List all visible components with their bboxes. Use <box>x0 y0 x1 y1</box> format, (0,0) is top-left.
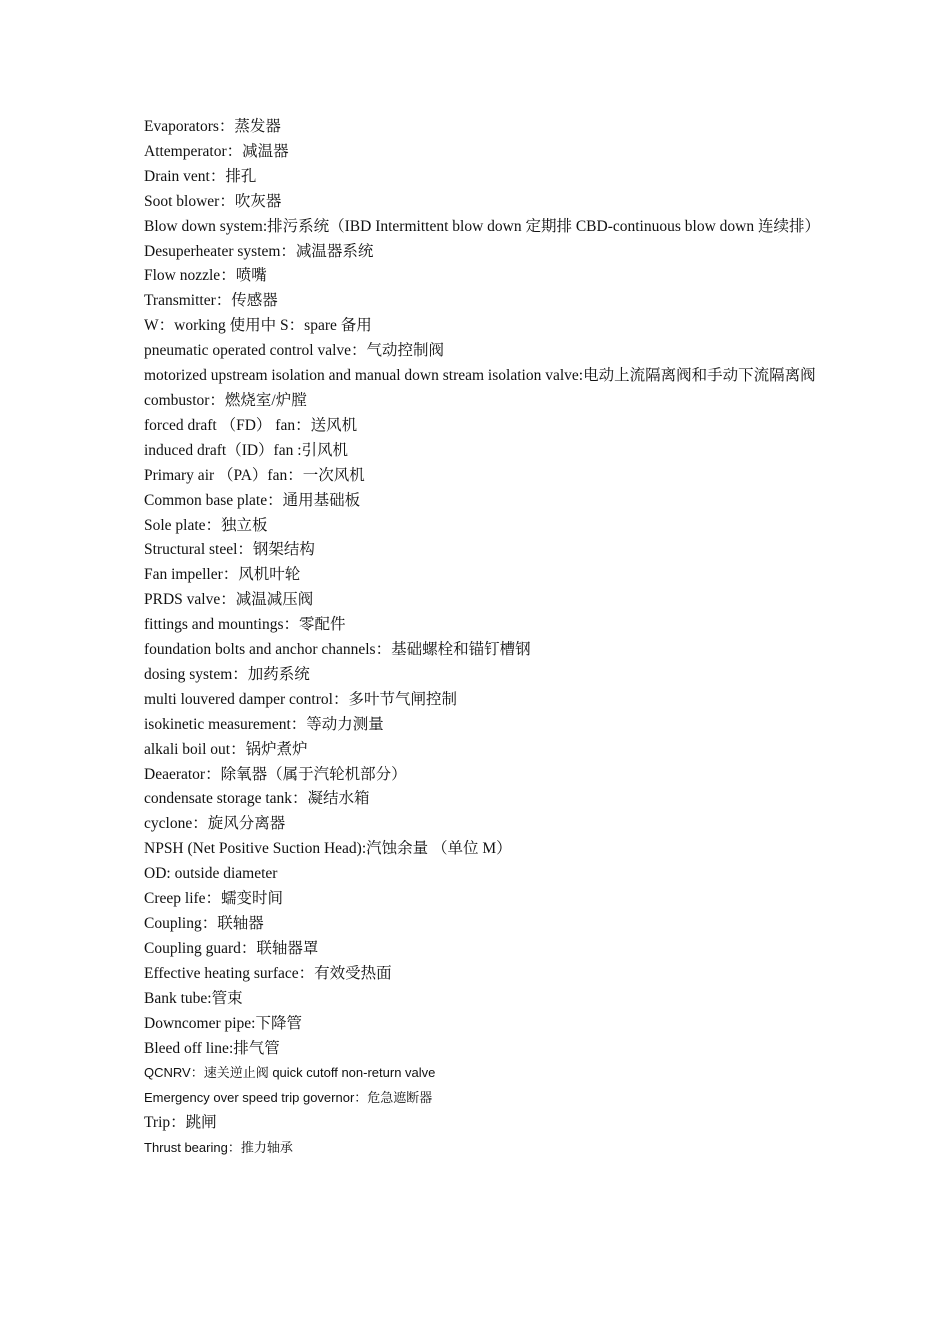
glossary-list <box>144 115 820 1161</box>
glossary-entry: induced draft（ID）fan :引风机 <box>144 441 349 459</box>
glossary-entry: PRDS valve：减温减压阀 <box>144 591 314 609</box>
glossary-entry: foundation bolts and anchor channels：基础螺栓和锚钉槽钢 <box>144 641 531 659</box>
glossary-entry: cyclone：旋风分离器 <box>144 815 286 833</box>
glossary-entry: Attemperator：减温器 <box>144 142 289 160</box>
glossary-entry: Flow nozzle：喷嘴 <box>144 267 267 285</box>
glossary-entry: Creep life：蠕变时间 <box>144 890 284 908</box>
glossary-entry: Downcomer pipe:下降管 <box>144 1014 302 1032</box>
glossary-entry: Drain vent：排孔 <box>144 167 257 185</box>
glossary-entry: QCNRV：速关逆止阀 quick cutoff non-return valve <box>144 1065 436 1081</box>
glossary-entry: Desuperheater system：减温器系统 <box>144 242 374 260</box>
glossary-entry: Blow down system:排污系统（IBD Intermittent blow down 定期排 CBD-continuous blow down 连续排） <box>144 217 820 235</box>
glossary-entry: forced draft （FD） fan：送风机 <box>144 416 358 434</box>
glossary-entry: Evaporators：蒸发器 <box>144 118 281 135</box>
glossary-entry: alkali boil out：锅炉煮炉 <box>144 740 308 758</box>
glossary-entry: dosing system：加药系统 <box>144 665 310 683</box>
glossary-entry: Common base plate：通用基础板 <box>144 491 361 509</box>
glossary-entry: Bank tube:管束 <box>144 989 243 1007</box>
glossary-entry: condensate storage tank：凝结水箱 <box>144 790 370 808</box>
glossary-entry: Emergency over speed trip governor：危急遮断器 <box>144 1090 433 1106</box>
glossary-entry: multi louvered damper control：多叶节气闸控制 <box>144 690 457 708</box>
glossary-entry: Structural steel：钢架结构 <box>144 541 315 559</box>
glossary-entry: Transmitter：传感器 <box>144 292 278 310</box>
glossary-entry: Trip：跳闸 <box>144 1114 217 1132</box>
glossary-entry: Soot blower：吹灰器 <box>144 192 282 210</box>
glossary-entry: motorized upstream isolation and manual down stream isolation valve:电动上流隔离阀和手动下流隔离阀 <box>144 367 816 385</box>
glossary-entry: Thrust bearing：推力轴承 <box>144 1140 293 1156</box>
glossary-entry: pneumatic operated control valve：气动控制阀 <box>144 342 445 360</box>
glossary-entry: OD: outside diameter <box>144 865 278 883</box>
glossary-entry: W：working 使用中 S：spare 备用 <box>144 317 372 335</box>
glossary-entry: isokinetic measurement：等动力测量 <box>144 715 384 733</box>
glossary-entry: Effective heating surface：有效受热面 <box>144 964 392 982</box>
glossary-entry: Deaerator：除氧器（属于汽轮机部分） <box>144 765 407 783</box>
glossary-entry: Coupling：联轴器 <box>144 915 264 932</box>
glossary-entry: Coupling guard：联轴器罩 <box>144 939 319 957</box>
glossary-entry: Fan impeller：风机叶轮 <box>144 566 301 584</box>
glossary-entry: Primary air （PA）fan：一次风机 <box>144 466 365 484</box>
glossary-entry: fittings and mountings：零配件 <box>144 616 346 634</box>
glossary-entry: combustor：燃烧室/炉膛 <box>144 391 307 409</box>
glossary-entry: Sole plate：独立板 <box>144 516 268 534</box>
glossary-entry: Bleed off line:排气管 <box>144 1039 280 1057</box>
glossary-entry: NPSH (Net Positive Suction Head):汽蚀余量 （单位 M） <box>144 840 512 858</box>
